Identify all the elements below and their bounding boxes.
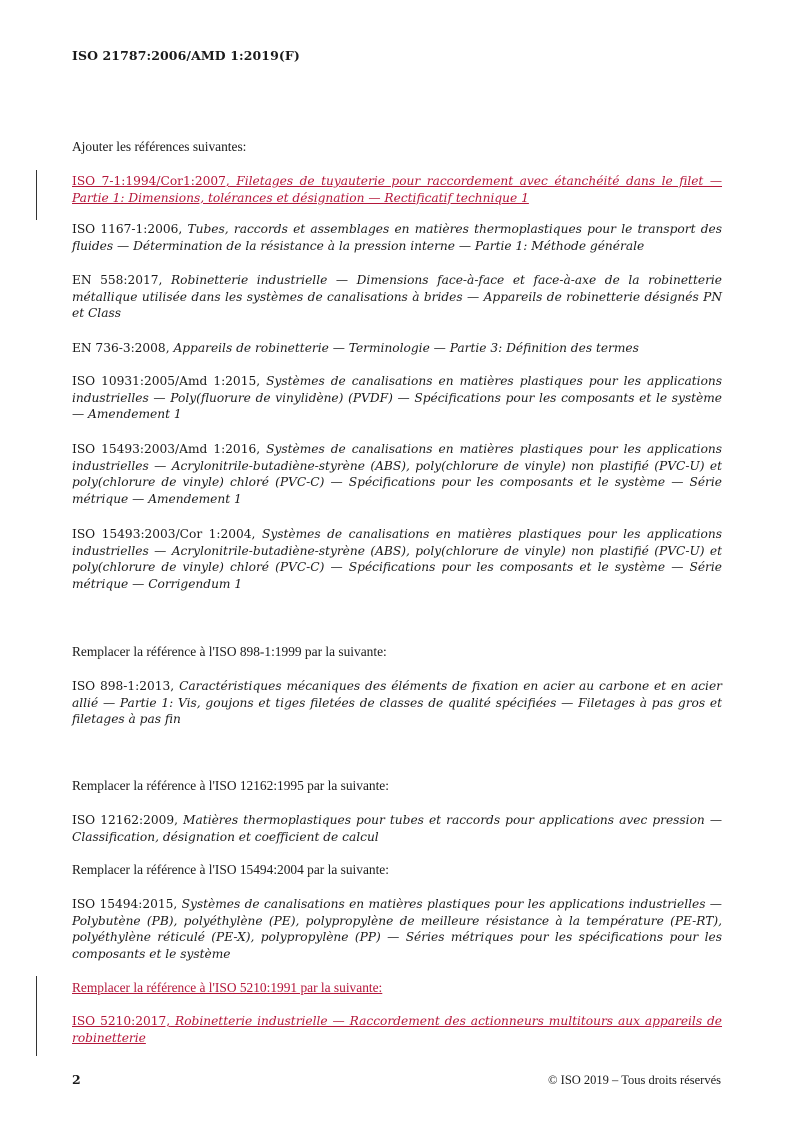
reference-code: ISO 12162:2009, [72,813,178,827]
reference-iso-898-1 [72,678,722,728]
reference-code: ISO 15493:2003/Cor 1:2004, [72,527,256,541]
instruction-replace-iso-15494: Remplacer la référence à l'ISO 15494:2004 par la suivante: [72,862,389,877]
reference-title: Filetages de tuyauterie pour raccordement avec étanchéité dans le filet — Partie 1: Dimensions, tolérances et désignation — Rectificatif technique 1 [72,174,723,205]
reference-title: Systèmes de canalisations en matières plastiques pour les applications industrielles — Polybutène (PB), polyéthylène (PE), polypropylène de meilleure résistance à la température (PE-RT), polyéthylène réticulé (PE-X), polypropylène (PP) — Séries métriques pour les spécifications pour les composants et le système [72,897,722,961]
reference-title: Systèmes de canalisations en matières plastiques pour les applications industrielles — Acrylonitrile-butadiène-styrène (ABS), poly(chlorure de vinyle) non plastifié (PVC-U) et poly(chlorure de vinyle) chloré (PVC-C) — Spécifications pour les composants et le système — Série métrique — Amendement 1 [72,442,723,506]
change-bar-2 [36,976,37,1056]
reference-code: EN 736-3:2008, [72,341,170,355]
reference-title: Matières thermoplastiques pour tubes et raccords pour applications avec pression — Classification, désignation et coefficient de calcul [72,813,723,844]
reference-iso-1167-1 [72,221,722,254]
page-number: 2 [72,1072,81,1087]
reference-code: ISO 5210:2017, [72,1014,171,1028]
reference-iso-12162 [72,812,722,845]
reference-iso-10931 [72,373,722,423]
reference-iso-15494 [72,896,722,962]
change-bar-1 [36,170,37,220]
reference-code: ISO 898-1:2013, [72,679,175,693]
instruction-add-references: Ajouter les références suivantes: [72,139,247,154]
reference-title: Systèmes de canalisations en matières plastiques pour les applications industrielles — Poly(fluorure de vinylidène) (PVDF) — Spécifications pour les composants et le système — Amendement 1 [72,374,723,421]
reference-code: ISO 10931:2005/Amd 1:2015, [72,374,261,388]
instruction-replace-iso-5210: Remplacer la référence à l'ISO 5210:1991 par la suivante: [72,980,383,995]
instruction-replace-iso-12162: Remplacer la référence à l'ISO 12162:1995 par la suivante: [72,778,389,793]
reference-code: ISO 7-1:1994/Cor1:2007, [72,174,230,188]
copyright-notice: © ISO 2019 – Tous droits réservés [548,1073,721,1087]
reference-code: ISO 15494:2015, [72,897,178,911]
document-header-id: ISO 21787:2006/AMD 1:2019(F) [72,48,300,63]
reference-en-736-3 [72,340,722,357]
reference-title: Appareils de robinetterie — Terminologie — Partie 3: Définition des termes [173,341,639,355]
reference-code: ISO 15493:2003/Amd 1:2016, [72,442,261,456]
reference-iso-15493-cor1 [72,526,722,592]
instruction-replace-iso-898-1: Remplacer la référence à l'ISO 898-1:1999 par la suivante: [72,644,387,659]
reference-code: ISO 1167-1:2006, [72,222,183,236]
reference-title: Systèmes de canalisations en matières plastiques pour les applications industrielles — Acrylonitrile-butadiène-styrène (ABS), poly(chlorure de vinyle) non plastifié (PVC-U) et poly(chlorure de vinyle) chloré (PVC-C) — Spécifications pour les composants et le système — Série métrique — Corrigendum 1 [72,527,722,591]
reference-title: Robinetterie industrielle — Dimensions face-à-face et face-à-axe de la robinetterie métallique utilisée dans les systèmes de canalisations à brides — Appareils de robinetterie désignés PN et Class [72,273,722,320]
reference-iso-7-1 [72,173,722,206]
reference-title: Caractéristiques mécaniques des éléments de fixation en acier au carbone et en acier allié — Partie 1: Vis, goujons et tiges filetées de classes de qualité spécifiées — Filetages à pas gros et filetages à pas fin [72,679,722,726]
reference-title: Robinetterie industrielle — Raccordement des actionneurs multitours aux appareils de robinetterie [72,1014,723,1045]
reference-code: EN 558:2017, [72,273,163,287]
reference-iso-5210 [72,1013,722,1046]
reference-title: Tubes, raccords et assemblages en matières thermoplastiques pour le transport des fluides — Détermination de la résistance à la pression interne — Partie 1: Méthode générale [72,222,722,253]
reference-en-558 [72,272,722,322]
reference-iso-15493-amd1 [72,441,722,507]
